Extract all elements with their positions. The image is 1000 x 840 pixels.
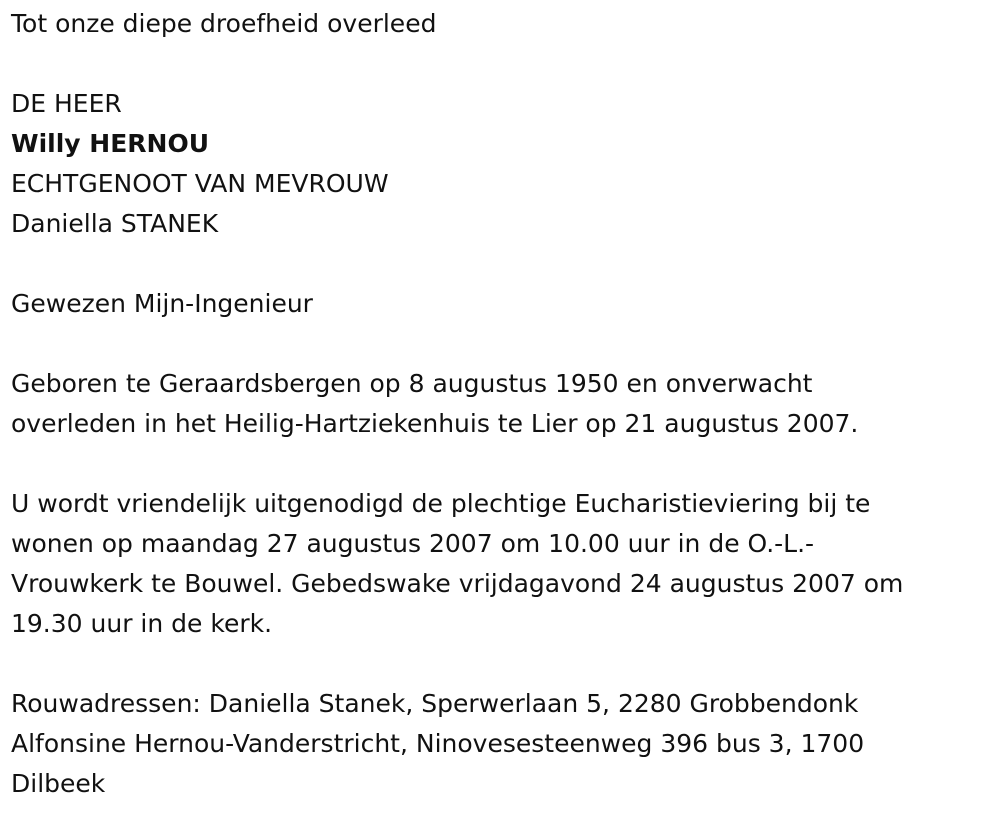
birth-death-line: Geboren te Geraardsbergen op 8 augustus 1950 en onverwacht <box>11 369 813 398</box>
spacer <box>11 44 986 84</box>
ceremony-line: wonen op maandag 27 augustus 2007 om 10.00 uur in de O.-L.- <box>11 529 815 558</box>
spacer <box>11 244 986 284</box>
ceremony-line: Vrouwkerk te Bouwel. Gebedswake vrijdagavond 24 augustus 2007 om <box>11 569 904 598</box>
spacer <box>11 644 986 684</box>
birth-death-paragraph <box>11 364 971 444</box>
title-text: DE HEER <box>11 89 122 118</box>
ceremony-line: U wordt vriendelijk uitgenodigd de plechtige Eucharistieviering bij te <box>11 489 871 518</box>
intro-text: Tot onze diepe droefheid overleed <box>11 9 437 38</box>
address-line: Dilbeek <box>11 769 106 798</box>
spacer <box>11 324 986 364</box>
spacer <box>11 444 986 484</box>
spouse-intro: ECHTGENOOT VAN MEVROUW <box>11 169 389 198</box>
spouse-name: Daniella STANEK <box>11 209 219 238</box>
ceremony-line: 19.30 uur in de kerk. <box>11 609 273 638</box>
address-line: Alfonsine Hernou-Vanderstricht, Ninovesesteenweg 396 bus 3, 1700 <box>11 729 865 758</box>
deceased-name: Willy HERNOU <box>11 129 210 158</box>
birth-death-line: overleden in het Heilig-Hartziekenhuis te Lier op 21 augustus 2007. <box>11 409 859 438</box>
profession-text: Gewezen Mijn-Ingenieur <box>11 289 313 318</box>
ceremony-paragraph <box>11 484 971 644</box>
address-line: Rouwadressen: Daniella Stanek, Sperwerlaan 5, 2280 Grobbendonk <box>11 689 859 718</box>
addresses-paragraph <box>11 684 971 804</box>
